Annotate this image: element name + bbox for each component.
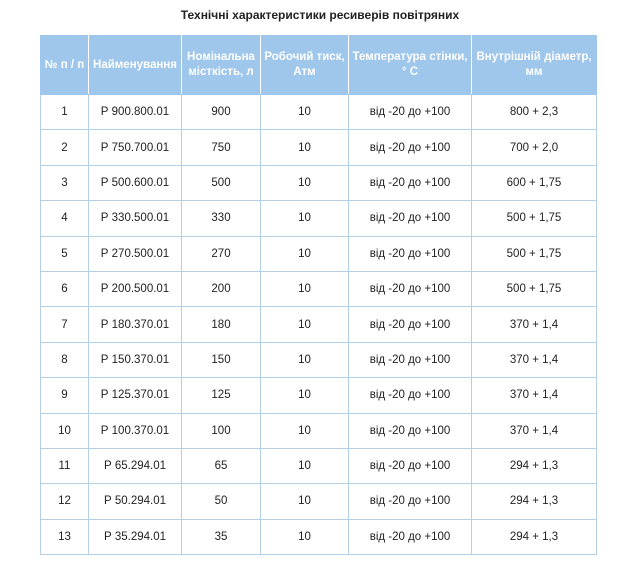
diameter-cell: 500 + 1,75: [472, 201, 597, 236]
temperature-cell: від -20 до +100: [349, 448, 472, 483]
temperature-cell: від -20 до +100: [349, 342, 472, 377]
header-cell-number: № п / п: [41, 36, 89, 95]
capacity-cell: 500: [182, 165, 261, 200]
diameter-cell: 294 + 1,3: [472, 448, 597, 483]
name-cell: Р 180.370.01: [89, 307, 182, 342]
table-row: [41, 342, 597, 377]
pressure-cell: 10: [261, 130, 349, 165]
pressure-cell: 10: [261, 519, 349, 554]
temperature-cell: від -20 до +100: [349, 95, 472, 130]
temperature-cell: від -20 до +100: [349, 271, 472, 306]
specs-table: [40, 35, 597, 555]
pressure-cell: 10: [261, 342, 349, 377]
table-row: [41, 307, 597, 342]
name-cell: Р 125.370.01: [89, 378, 182, 413]
pressure-cell: 10: [261, 165, 349, 200]
name-cell: Р 200.500.01: [89, 271, 182, 306]
number-cell: 7: [41, 307, 89, 342]
pressure-cell: 10: [261, 236, 349, 271]
pressure-cell: 10: [261, 484, 349, 519]
number-cell: 13: [41, 519, 89, 554]
page-title: Технічні характеристики ресиверів повітряних: [180, 8, 460, 22]
capacity-cell: 270: [182, 236, 261, 271]
diameter-cell: 294 + 1,3: [472, 484, 597, 519]
table-header-row: [41, 36, 597, 95]
number-cell: 8: [41, 342, 89, 377]
diameter-cell: 500 + 1,75: [472, 236, 597, 271]
name-cell: Р 65.294.01: [89, 448, 182, 483]
diameter-cell: 294 + 1,3: [472, 519, 597, 554]
table-row: [41, 519, 597, 554]
table-row: [41, 130, 597, 165]
header-cell-diameter: Внутрішній діаметр, мм: [472, 36, 597, 95]
temperature-cell: від -20 до +100: [349, 519, 472, 554]
table-row: [41, 95, 597, 130]
pressure-cell: 10: [261, 413, 349, 448]
table-row: [41, 201, 597, 236]
diameter-cell: 370 + 1,4: [472, 342, 597, 377]
number-cell: 1: [41, 95, 89, 130]
diameter-cell: 500 + 1,75: [472, 271, 597, 306]
pressure-cell: 10: [261, 378, 349, 413]
number-cell: 5: [41, 236, 89, 271]
name-cell: Р 50.294.01: [89, 484, 182, 519]
temperature-cell: від -20 до +100: [349, 201, 472, 236]
temperature-cell: від -20 до +100: [349, 130, 472, 165]
table-row: [41, 448, 597, 483]
temperature-cell: від -20 до +100: [349, 307, 472, 342]
name-cell: Р 500.600.01: [89, 165, 182, 200]
number-cell: 12: [41, 484, 89, 519]
pressure-cell: 10: [261, 201, 349, 236]
table-row: [41, 271, 597, 306]
table-row: [41, 378, 597, 413]
capacity-cell: 150: [182, 342, 261, 377]
capacity-cell: 180: [182, 307, 261, 342]
header-cell-name: Найменування: [89, 36, 182, 95]
diameter-cell: 370 + 1,4: [472, 413, 597, 448]
diameter-cell: 600 + 1,75: [472, 165, 597, 200]
name-cell: Р 900.800.01: [89, 95, 182, 130]
table-row: [41, 165, 597, 200]
temperature-cell: від -20 до +100: [349, 413, 472, 448]
capacity-cell: 35: [182, 519, 261, 554]
diameter-cell: 370 + 1,4: [472, 378, 597, 413]
number-cell: 6: [41, 271, 89, 306]
pressure-cell: 10: [261, 95, 349, 130]
name-cell: Р 270.500.01: [89, 236, 182, 271]
pressure-cell: 10: [261, 307, 349, 342]
capacity-cell: 125: [182, 378, 261, 413]
capacity-cell: 200: [182, 271, 261, 306]
table-body: [41, 95, 597, 555]
name-cell: Р 750.700.01: [89, 130, 182, 165]
table-row: [41, 236, 597, 271]
number-cell: 2: [41, 130, 89, 165]
capacity-cell: 900: [182, 95, 261, 130]
table-row: [41, 413, 597, 448]
diameter-cell: 800 + 2,3: [472, 95, 597, 130]
temperature-cell: від -20 до +100: [349, 165, 472, 200]
capacity-cell: 65: [182, 448, 261, 483]
name-cell: Р 35.294.01: [89, 519, 182, 554]
pressure-cell: 10: [261, 271, 349, 306]
capacity-cell: 100: [182, 413, 261, 448]
number-cell: 10: [41, 413, 89, 448]
temperature-cell: від -20 до +100: [349, 378, 472, 413]
number-cell: 4: [41, 201, 89, 236]
diameter-cell: 370 + 1,4: [472, 307, 597, 342]
name-cell: Р 150.370.01: [89, 342, 182, 377]
diameter-cell: 700 + 2,0: [472, 130, 597, 165]
name-cell: Р 330.500.01: [89, 201, 182, 236]
table-row: [41, 484, 597, 519]
capacity-cell: 750: [182, 130, 261, 165]
capacity-cell: 330: [182, 201, 261, 236]
temperature-cell: від -20 до +100: [349, 484, 472, 519]
header-cell-temperature: Температура стінки, ° С: [349, 36, 472, 95]
number-cell: 9: [41, 378, 89, 413]
capacity-cell: 50: [182, 484, 261, 519]
number-cell: 3: [41, 165, 89, 200]
number-cell: 11: [41, 448, 89, 483]
pressure-cell: 10: [261, 448, 349, 483]
header-cell-pressure: Робочий тиск, Атм: [261, 36, 349, 95]
temperature-cell: від -20 до +100: [349, 236, 472, 271]
header-cell-capacity: Номінальна місткість, л: [182, 36, 261, 95]
name-cell: Р 100.370.01: [89, 413, 182, 448]
